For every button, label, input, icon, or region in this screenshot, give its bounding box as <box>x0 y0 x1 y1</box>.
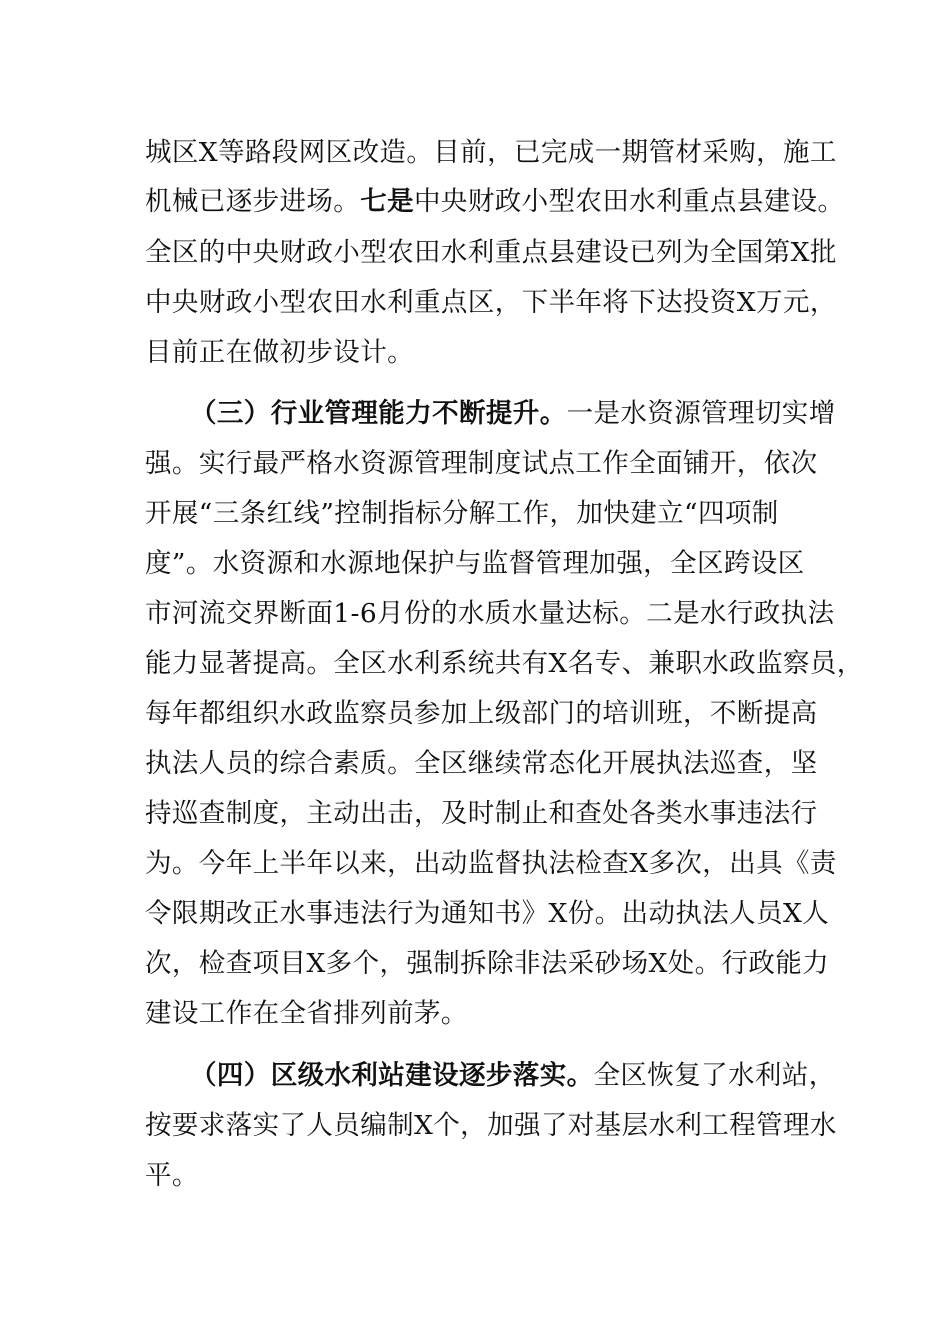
text-line-12: 每年都组织水政监察员参加上级部门的培训班，不断提高 <box>145 698 818 729</box>
section-heading-four: （四）区级水利站建设逐步落实。 <box>190 1060 594 1091</box>
text-segment: 一是水资源管理切实增 <box>566 398 836 429</box>
text-line-13: 执法人员的综合素质。全区继续常态化开展执法巡查，坚 <box>145 748 818 779</box>
bold-keyword: 七是 <box>360 186 415 217</box>
section-four-line <box>190 1059 836 1093</box>
text-line-17: 次，检查项目X多个，强制拆除非法采砂场X处。行政能力 <box>145 948 830 979</box>
text-line-16: 令限期改正水事违法行为通知书》X份。出动执法人员X人 <box>145 898 830 929</box>
text-line-5: 目前正在做初步设计。 <box>145 337 414 368</box>
text-segment: 机械已逐步进场。 <box>145 186 361 217</box>
text-line-18: 建设工作在全省排列前茅。 <box>145 998 468 1029</box>
text-line-3: 全区的中央财政小型农田水利重点县建设已列为全国第X批 <box>145 237 837 268</box>
text-segment: 全区恢复了水利站， <box>593 1060 836 1091</box>
text-line-11: 能力显著提高。全区水利系统共有X名专、兼职水政监察员， <box>145 648 864 679</box>
text-line-7: 强。实行最严格水资源管理制度试点工作全面铺开，依次 <box>145 448 818 479</box>
text-line-10: 市河流交界断面1-6月份的水质水量达标。二是水行政执法 <box>145 598 835 629</box>
text-segment: 中央财政小型农田水利重点县建设。 <box>414 186 845 217</box>
text-line-1: 城区X等路段网区改造。目前，已完成一期管材采购，施工 <box>145 137 837 168</box>
text-line-8: 开展“三条红线”控制指标分解工作，加快建立“四项制 <box>145 498 779 529</box>
text-line-15: 为。今年上半年以来，出动监督执法检查X多次，出具《责 <box>145 848 837 879</box>
text-line-14: 持巡查制度，主动出击，及时制止和查处各类水事违法行 <box>145 798 818 829</box>
section-three-line <box>190 397 836 431</box>
text-line-4: 中央财政小型农田水利重点区，下半年将下达投资X万元， <box>145 287 837 318</box>
text-line-21: 平。 <box>145 1160 199 1191</box>
text-line-20: 按要求落实了人员编制X个，加强了对基层水利工程管理水 <box>145 1110 837 1141</box>
text-line-2 <box>145 185 844 219</box>
text-line-9: 度”。水资源和水源地保护与监督管理加强，全区跨设区 <box>145 548 805 579</box>
section-heading-three: （三）行业管理能力不断提升。 <box>190 398 567 429</box>
